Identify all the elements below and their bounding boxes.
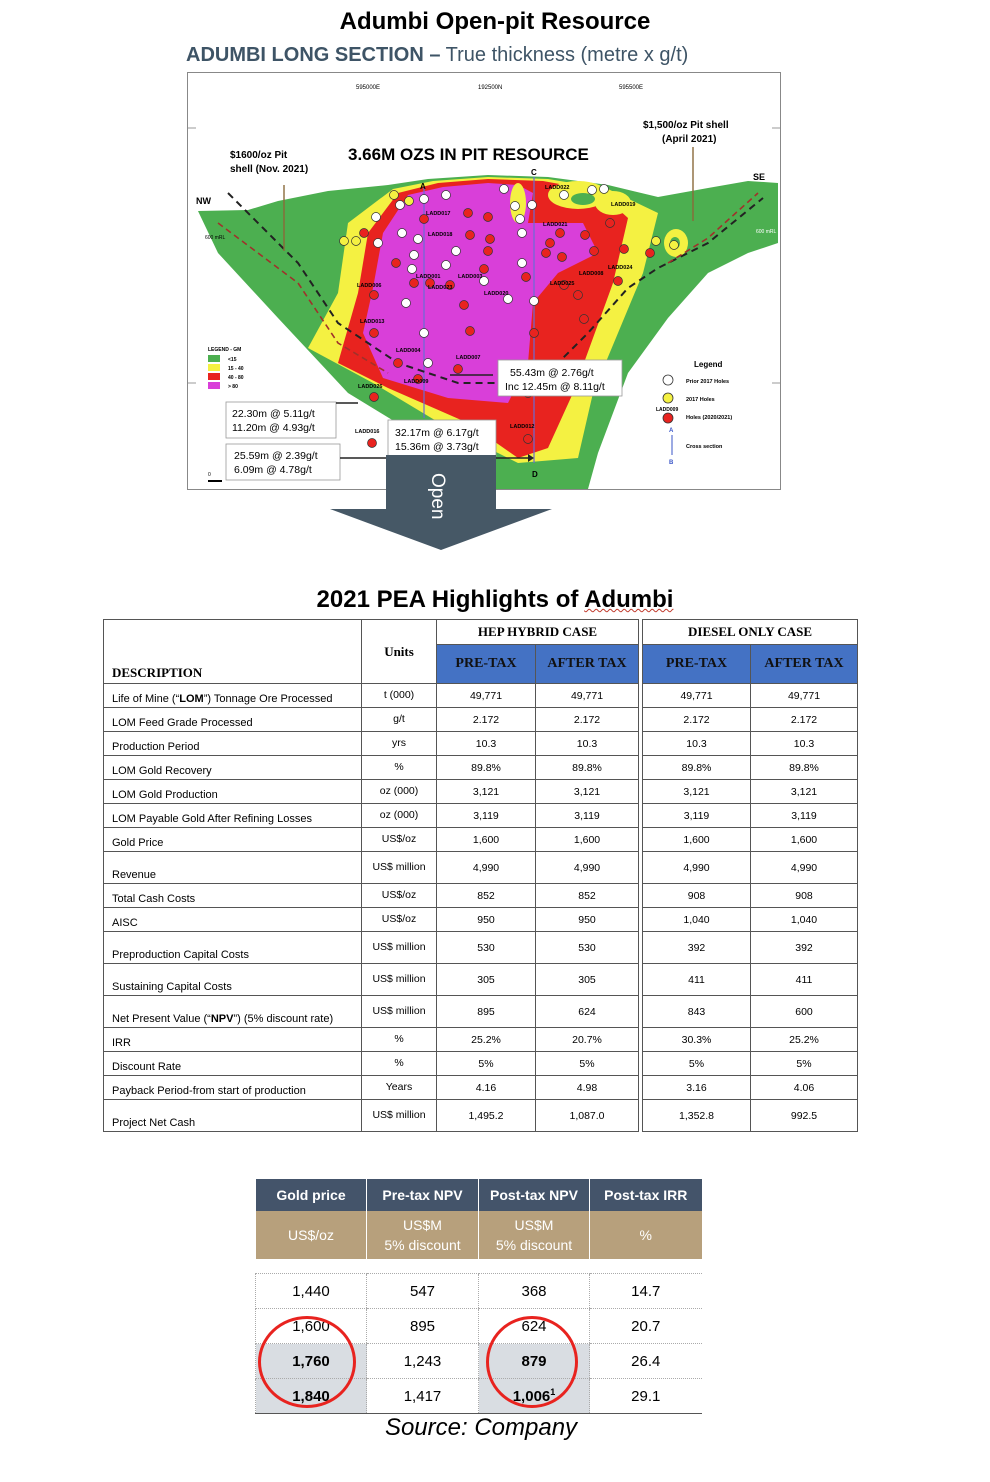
drill-hole-marker — [522, 273, 531, 282]
drill-hole-marker — [581, 231, 590, 240]
row-description: Revenue — [104, 852, 362, 884]
mrl-right: 600 mRL — [756, 229, 777, 235]
header-after-tax: AFTER TAX — [751, 645, 858, 684]
header-description: DESCRIPTION — [104, 620, 362, 684]
sens-cell: 879 — [479, 1344, 590, 1379]
drill-hole-marker — [580, 315, 589, 324]
drill-hole-marker — [442, 191, 451, 200]
hole-label: LADD016 — [355, 429, 380, 435]
drill-hole-marker — [390, 191, 399, 200]
callout-4-line1: 25.59m @ 2.39g/t — [234, 450, 318, 462]
row-value: 3.16 — [643, 1076, 751, 1100]
open-arrow-label: Open — [427, 473, 448, 520]
hole-label: LADD008 — [579, 271, 604, 277]
row-description: LOM Gold Production — [104, 780, 362, 804]
footnote-mark: 1 — [550, 1387, 556, 1397]
open-arrow — [328, 455, 554, 551]
table-row — [104, 1100, 858, 1132]
drill-hole-marker — [460, 301, 469, 310]
gm-legend-swatch — [208, 373, 220, 380]
row-value: 3,119 — [437, 804, 536, 828]
main-title: Adumbi Open-pit Resource — [339, 8, 651, 35]
row-value: 1,495.2 — [437, 1100, 536, 1132]
grid-label: 192500N — [478, 85, 503, 91]
sens-cell: 26.4 — [590, 1344, 702, 1379]
table-row — [104, 684, 858, 708]
callout-2-line1: 22.30m @ 5.11g/t — [232, 408, 315, 420]
drill-hole-marker — [486, 235, 495, 244]
row-value: 305 — [437, 964, 536, 996]
drill-hole-marker — [398, 229, 407, 238]
hole-label: LADD025 — [550, 281, 575, 287]
header-units: Units — [362, 620, 437, 684]
row-value: 908 — [643, 884, 751, 908]
row-unit: US$/oz — [362, 908, 437, 932]
table-row — [104, 884, 858, 908]
sens-header: Post-tax NPV — [479, 1179, 590, 1211]
callout-1-line1: 55.43m @ 2.76g/t — [510, 367, 594, 379]
drill-hole-marker — [542, 249, 551, 258]
row-value: 411 — [643, 964, 751, 996]
row-value: 2.172 — [643, 708, 751, 732]
hole-label: LADD009 — [404, 379, 429, 385]
drill-hole-marker — [442, 261, 451, 270]
long-section-title-bold: ADUMBI LONG SECTION – — [186, 44, 441, 66]
se-label: SE — [753, 172, 766, 182]
drill-hole-marker — [466, 327, 475, 336]
row-value: 10.3 — [536, 732, 639, 756]
legend-title: Legend — [694, 360, 723, 369]
table-row — [256, 1274, 702, 1309]
section-label-a: A — [420, 182, 426, 191]
row-description: Project Net Cash — [104, 1100, 362, 1132]
drill-hole-marker — [670, 241, 679, 250]
shell-nov-line2: shell (Nov. 2021) — [230, 164, 309, 175]
grid-label: 595000E — [356, 85, 381, 91]
row-unit: Years — [362, 1076, 437, 1100]
drill-hole-marker — [372, 213, 381, 222]
sens-subheader: % — [590, 1211, 702, 1259]
sens-subheader: US$/oz — [256, 1211, 367, 1259]
row-value: 49,771 — [751, 684, 858, 708]
drill-hole-marker — [466, 231, 475, 240]
drill-hole-marker — [368, 439, 377, 448]
row-value: 89.8% — [536, 756, 639, 780]
row-value: 49,771 — [437, 684, 536, 708]
row-value: 49,771 — [536, 684, 639, 708]
table-row — [104, 964, 858, 996]
drill-hole-marker — [600, 185, 609, 194]
table-row — [104, 996, 858, 1028]
row-unit: yrs — [362, 732, 437, 756]
drill-hole-marker — [511, 202, 520, 211]
header-hep-hybrid: HEP HYBRID CASE — [437, 620, 639, 645]
hole-label: LADD007 — [456, 355, 481, 361]
legend-arrow-top: A — [669, 428, 674, 434]
shell-apr-line1: $1,500/oz Pit shell — [643, 120, 729, 131]
row-unit: US$ million — [362, 964, 437, 996]
hole-label: LADD019 — [611, 202, 636, 208]
drill-hole-marker — [405, 197, 414, 206]
drill-hole-marker — [590, 247, 599, 256]
drill-hole-marker — [340, 237, 349, 246]
row-value: 4.16 — [437, 1076, 536, 1100]
row-value: 30.3% — [643, 1028, 751, 1052]
row-value: 3,121 — [751, 780, 858, 804]
sens-cell: 1,600 — [256, 1309, 367, 1344]
row-value: 4,990 — [643, 852, 751, 884]
sens-cell: 20.7 — [590, 1309, 702, 1344]
table-row — [104, 732, 858, 756]
row-value: 895 — [437, 996, 536, 1028]
sens-header: Post-tax IRR — [590, 1179, 702, 1211]
drill-hole-marker — [374, 239, 383, 248]
row-value: 852 — [437, 884, 536, 908]
drill-hole-marker — [530, 297, 539, 306]
legend-item: 2017 Holes — [686, 397, 715, 403]
legend-item: Holes (2020/2021) — [686, 415, 733, 421]
row-value: 950 — [536, 908, 639, 932]
drill-hole-marker — [420, 329, 429, 338]
sens-subheader: US$M 5% discount — [479, 1211, 590, 1259]
row-unit: US$/oz — [362, 884, 437, 908]
row-value: 89.8% — [751, 756, 858, 780]
row-value: 4,990 — [751, 852, 858, 884]
gm-legend-label: 15 - 40 — [228, 366, 244, 372]
gm-legend — [208, 355, 244, 390]
drill-hole-marker — [558, 253, 567, 262]
row-value: 10.3 — [437, 732, 536, 756]
hole-label: LADD018 — [428, 232, 453, 238]
row-value: 2.172 — [536, 708, 639, 732]
sens-cell: 547 — [367, 1274, 479, 1309]
row-value: 5% — [536, 1052, 639, 1076]
row-value: 411 — [751, 964, 858, 996]
hole-label: LADD021 — [543, 222, 568, 228]
sens-cell: 1,440 — [256, 1274, 367, 1309]
nw-label: NW — [196, 196, 211, 206]
callout-3-line2: 15.36m @ 3.73g/t — [395, 441, 479, 453]
hole-label: LADD001 — [416, 274, 441, 280]
drill-hole-marker — [620, 245, 629, 254]
drill-hole-marker — [518, 259, 527, 268]
table-row — [104, 1076, 858, 1100]
row-unit: t (000) — [362, 684, 437, 708]
drill-hole-marker — [414, 235, 423, 244]
mrl-left: 600 mRL — [205, 235, 226, 241]
row-value: 305 — [536, 964, 639, 996]
row-unit: % — [362, 1052, 437, 1076]
sens-cell: 895 — [367, 1309, 479, 1344]
row-description: Sustaining Capital Costs — [104, 964, 362, 996]
source-note: Source: Company — [384, 1414, 578, 1441]
row-value: 392 — [643, 932, 751, 964]
drill-hole-marker — [500, 185, 509, 194]
shell-apr-line2: (April 2021) — [662, 134, 717, 145]
row-unit: oz (000) — [362, 804, 437, 828]
row-value: 20.7% — [536, 1028, 639, 1052]
gm-legend-label: 40 - 80 — [228, 375, 244, 381]
section-label-d: D — [532, 470, 538, 479]
row-value: 3,121 — [536, 780, 639, 804]
drill-hole-marker — [524, 435, 533, 444]
sens-cell: 1,417 — [367, 1379, 479, 1414]
drill-hole-marker — [392, 259, 401, 268]
row-description: AISC — [104, 908, 362, 932]
row-value: 10.3 — [643, 732, 751, 756]
callout-3-line1: 32.17m @ 6.17g/t — [395, 427, 479, 439]
pea-table — [103, 619, 858, 1132]
table-row — [104, 1028, 858, 1052]
row-value: 3,121 — [643, 780, 751, 804]
callout-2-line2: 11.20m @ 4.93g/t — [232, 422, 315, 434]
callout-4-line2: 6.09m @ 4.78g/t — [234, 464, 312, 476]
row-description: LOM Gold Recovery — [104, 756, 362, 780]
header-diesel-only: DIESEL ONLY CASE — [643, 620, 858, 645]
row-value: 4.06 — [751, 1076, 858, 1100]
row-value: 1,040 — [643, 908, 751, 932]
drill-hole-marker — [484, 213, 493, 222]
row-description: LOM Feed Grade Processed — [104, 708, 362, 732]
drill-hole-marker — [464, 209, 473, 218]
row-value: 1,600 — [643, 828, 751, 852]
drill-hole-marker — [614, 277, 623, 286]
row-value: 4,990 — [437, 852, 536, 884]
row-description: IRR — [104, 1028, 362, 1052]
drill-hole-marker — [606, 219, 615, 228]
drill-hole-marker — [352, 237, 361, 246]
hole-label: LADD026 — [358, 384, 383, 390]
drill-hole-marker — [408, 265, 417, 274]
drill-hole-marker — [402, 299, 411, 308]
drill-hole-marker — [410, 251, 419, 260]
table-row — [104, 828, 858, 852]
pea-title-name: Adumbi — [584, 586, 674, 613]
section-label-c: C — [531, 168, 537, 177]
drill-hole-marker — [370, 329, 379, 338]
row-value: 950 — [437, 908, 536, 932]
drill-hole-marker — [546, 239, 555, 248]
sens-cell: 368 — [479, 1274, 590, 1309]
table-row — [104, 908, 858, 932]
row-value: 2.172 — [751, 708, 858, 732]
hole-label: LADD023 — [428, 285, 453, 291]
table-row — [104, 852, 858, 884]
drill-hole-marker — [424, 359, 433, 368]
row-value: 392 — [751, 932, 858, 964]
row-value: 49,771 — [643, 684, 751, 708]
row-value: 843 — [643, 996, 751, 1028]
row-unit: g/t — [362, 708, 437, 732]
row-value: 2.172 — [437, 708, 536, 732]
row-value: 1,600 — [437, 828, 536, 852]
long-section-map — [187, 72, 781, 490]
drill-hole-marker — [574, 291, 583, 300]
row-unit: oz (000) — [362, 780, 437, 804]
hole-label: LADD012 — [510, 424, 535, 430]
hole-label: LADD017 — [426, 211, 451, 217]
gm-legend-swatch — [208, 355, 220, 362]
row-value: 4.98 — [536, 1076, 639, 1100]
header-pre-tax: PRE-TAX — [437, 645, 536, 684]
legend-item: Cross section — [686, 444, 723, 450]
row-value: 1,600 — [536, 828, 639, 852]
table-row — [104, 780, 858, 804]
gm-legend-label: <15 — [228, 357, 237, 363]
row-value: 1,352.8 — [643, 1100, 751, 1132]
row-unit: US$/oz — [362, 828, 437, 852]
drill-hole-marker — [646, 249, 655, 258]
highlight-circle — [258, 1316, 356, 1408]
row-value: 1,600 — [751, 828, 858, 852]
sens-cell: 29.1 — [590, 1379, 702, 1414]
sens-subheader: US$M 5% discount — [367, 1211, 479, 1259]
row-value: 89.8% — [643, 756, 751, 780]
row-value: 4,990 — [536, 852, 639, 884]
hole-label: LADD013 — [360, 319, 385, 325]
drill-hole-marker — [530, 329, 539, 338]
row-description: Total Cash Costs — [104, 884, 362, 908]
pea-title — [0, 586, 990, 614]
legend-sample-hole: LADD009 — [656, 407, 679, 413]
legend-item: Prior 2017 Holes — [686, 379, 730, 385]
legend-arrow-bottom: B — [669, 460, 674, 466]
pea-title-text: 2021 PEA Highlights of — [316, 586, 579, 613]
shell-nov-line1: $1600/oz Pit — [230, 150, 288, 161]
drill-hole-marker — [452, 247, 461, 256]
drill-hole-marker — [370, 291, 379, 300]
row-description: Payback Period-from start of production — [104, 1076, 362, 1100]
row-value: 5% — [643, 1052, 751, 1076]
row-value: 530 — [536, 932, 639, 964]
row-description: LOM Payable Gold After Refining Losses — [104, 804, 362, 828]
table-row — [104, 1052, 858, 1076]
sens-header: Gold price — [256, 1179, 367, 1211]
drill-hole-marker — [396, 201, 405, 210]
row-description: Production Period — [104, 732, 362, 756]
resource-headline: 3.66M OZS IN PIT RESOURCE — [348, 145, 589, 164]
row-value: 1,040 — [751, 908, 858, 932]
row-unit: % — [362, 1028, 437, 1052]
sens-cell: 1,006$^1$ — [479, 1379, 590, 1414]
row-value: 3,119 — [751, 804, 858, 828]
hole-label: LADD022 — [545, 185, 570, 191]
long-section-title-rest: True thickness (metre x g/t) — [440, 44, 689, 66]
callout-1-line2: Inc 12.45m @ 8.11g/t — [505, 381, 605, 393]
row-value: 908 — [751, 884, 858, 908]
drill-hole-marker — [528, 201, 537, 210]
row-value: 852 — [536, 884, 639, 908]
row-description: Discount Rate — [104, 1052, 362, 1076]
row-value: 25.2% — [437, 1028, 536, 1052]
gm-legend-title: LEGEND - GM — [208, 347, 242, 353]
hole-label: LADD020 — [484, 291, 509, 297]
row-value: 3,119 — [536, 804, 639, 828]
row-value: 600 — [751, 996, 858, 1028]
sens-cell: 1,840 — [256, 1379, 367, 1414]
row-value: 3,119 — [643, 804, 751, 828]
sens-cell: 1,760 — [256, 1344, 367, 1379]
row-description: Preproduction Capital Costs — [104, 932, 362, 964]
drill-hole-marker — [588, 186, 597, 195]
drill-hole-marker — [360, 229, 369, 238]
table-row — [104, 756, 858, 780]
drill-hole-marker — [556, 229, 565, 238]
row-unit: % — [362, 756, 437, 780]
table-row — [104, 708, 858, 732]
hole-label: LADD003 — [458, 274, 483, 280]
header-pre-tax: PRE-TAX — [643, 645, 751, 684]
drill-hole-marker — [516, 215, 525, 224]
drill-hole-marker — [420, 195, 429, 204]
row-description: Life of Mine (“LOM”) Tonnage Ore Processed — [104, 684, 362, 708]
table-row — [104, 932, 858, 964]
row-description: Gold Price — [104, 828, 362, 852]
gm-legend-swatch — [208, 364, 220, 371]
row-unit: US$ million — [362, 996, 437, 1028]
scale-label: 0 — [208, 472, 211, 478]
sens-header: Pre-tax NPV — [367, 1179, 479, 1211]
long-section-title — [186, 44, 688, 67]
row-value: 530 — [437, 932, 536, 964]
row-description: Net Present Value (“NPV”) (5% discount rate) — [104, 996, 362, 1028]
row-value: 1,087.0 — [536, 1100, 639, 1132]
sens-cell: 624 — [479, 1309, 590, 1344]
highlight-circle — [486, 1316, 578, 1408]
hole-label: LADD024 — [608, 265, 633, 271]
gm-legend-label: > 80 — [228, 384, 238, 390]
gm-legend-swatch — [208, 382, 220, 389]
drill-hole-marker — [370, 393, 379, 402]
row-unit: US$ million — [362, 932, 437, 964]
table-row — [104, 804, 858, 828]
row-value: 992.5 — [751, 1100, 858, 1132]
drill-hole-marker — [480, 265, 489, 274]
sens-cell: 14.7 — [590, 1274, 702, 1309]
hole-label: LADD006 — [357, 283, 382, 289]
drill-hole-marker — [652, 237, 661, 246]
drill-hole-marker — [454, 365, 463, 374]
drill-hole-marker — [394, 359, 403, 368]
row-value: 5% — [751, 1052, 858, 1076]
row-value: 3,121 — [437, 780, 536, 804]
header-after-tax: AFTER TAX — [536, 645, 639, 684]
drill-hole-marker — [560, 191, 569, 200]
row-value: 25.2% — [751, 1028, 858, 1052]
row-value: 5% — [437, 1052, 536, 1076]
row-unit: US$ million — [362, 1100, 437, 1132]
row-value: 624 — [536, 996, 639, 1028]
row-value: 89.8% — [437, 756, 536, 780]
hole-label: LADD004 — [396, 348, 421, 354]
drill-hole-marker — [518, 229, 527, 238]
drill-hole-marker — [484, 247, 493, 256]
sens-cell: 1,243 — [367, 1344, 479, 1379]
row-unit: US$ million — [362, 852, 437, 884]
row-value: 10.3 — [751, 732, 858, 756]
grid-label: 595500E — [619, 85, 644, 91]
